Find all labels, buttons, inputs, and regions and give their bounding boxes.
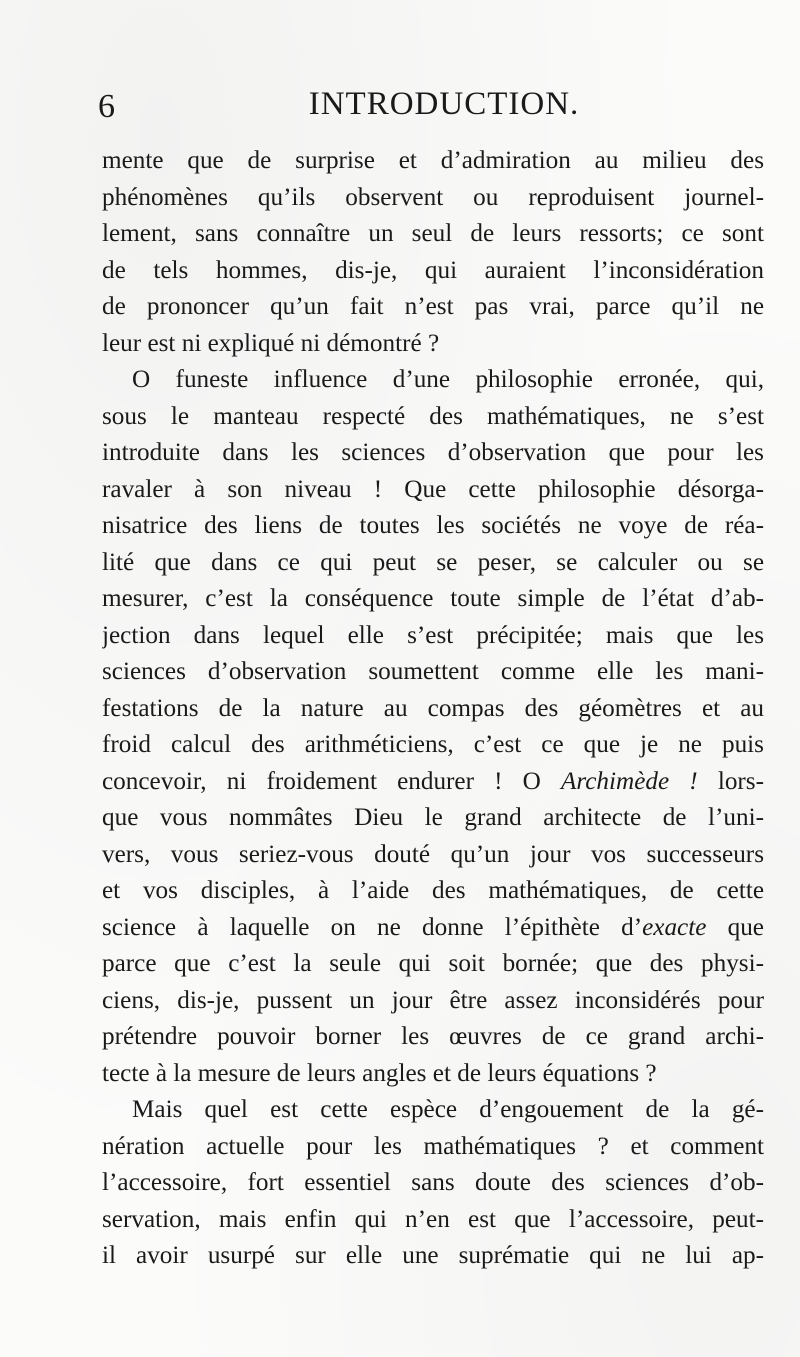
text-line: vers, vous seriez-vous douté qu’un jour vos successeurs — [102, 840, 764, 868]
text-line: festations de la nature au compas des géomètres et au — [102, 694, 764, 722]
paragraph-first-line: O funeste influence d’une philosophie erronée, qui, — [132, 366, 764, 393]
text-line: science à laquelle on ne donne l’épithète d’exacte que — [102, 913, 764, 941]
text-line: l’accessoire, fort essentiel sans doute des sciences d’ob- — [102, 1169, 764, 1196]
text-line: ciens, dis-je, pussent un jour être assez inconsidérés pour — [102, 986, 764, 1014]
text-line: et vos disciples, à l’aide des mathématiques, de cette — [102, 877, 764, 904]
text-line: lement, sans connaître un seul de leurs ressorts; ce sont — [102, 220, 764, 247]
text-line: mente que de surprise et d’admiration au milieu des — [102, 147, 764, 174]
text-line: ravaler à son niveau ! Que cette philosophie désorga- — [102, 475, 764, 503]
text-line: parce que c’est la seule qui soit bornée; que des physi- — [102, 950, 764, 977]
text-line: jection dans lequel elle s’est précipitée; mais que les — [102, 621, 764, 649]
italic-name: Archimède ! — [560, 767, 698, 795]
page-header — [98, 80, 760, 130]
text-line: sciences d’observation soumettent comme elle les mani- — [102, 658, 764, 685]
running-head: INTRODUCTION. — [308, 86, 580, 122]
text-line: de tels hommes, dis-je, qui auraient l’inconsidération — [102, 256, 764, 284]
text-line: mesurer, c’est la conséquence toute simple de l’état d’ab- — [102, 585, 764, 612]
text-line: nération actuelle pour les mathématiques ? et comment — [102, 1132, 764, 1160]
text-line: leur est ni expliqué ni démontré ? — [102, 329, 440, 357]
text-line: froid calcul des arithméticiens, c’est ce que je ne puis — [102, 731, 764, 758]
body-text — [102, 143, 764, 1275]
text-line: nisatrice des liens de toutes les sociétés ne voye de réa- — [102, 512, 764, 539]
text-line: tecte à la mesure de leurs angles et de leurs équations ? — [102, 1059, 657, 1087]
text-line: prétendre pouvoir borner les œuvres de ce grand archi- — [102, 1023, 764, 1050]
text-line: phénomènes qu’ils observent ou reproduisent journel- — [102, 183, 764, 211]
text-line: il avoir usurpé sur elle une suprématie qui ne lui ap- — [102, 1242, 764, 1269]
paragraph-first-line: Mais quel est cette espèce d’engouement de la gé- — [132, 1096, 764, 1123]
text-line: que vous nommâtes Dieu le grand architecte de l’uni- — [102, 804, 764, 831]
text-line: introduite dans les sciences d’observation que pour les — [102, 439, 764, 466]
text-line: de prononcer qu’un fait n’est pas vrai, parce qu’il ne — [102, 293, 764, 320]
text-line: concevoir, ni froidement endurer ! O Archimède ! lors- — [102, 767, 764, 795]
italic-term: exacte — [642, 913, 707, 941]
page-number: 6 — [98, 88, 115, 125]
text-line: sous le manteau respecté des mathématiques, ne s’est — [102, 402, 764, 430]
text-line: servation, mais enfin qui n’en est que l’accessoire, peut- — [102, 1205, 764, 1233]
text-line: lité que dans ce qui peut se peser, se calculer ou se — [102, 548, 764, 576]
